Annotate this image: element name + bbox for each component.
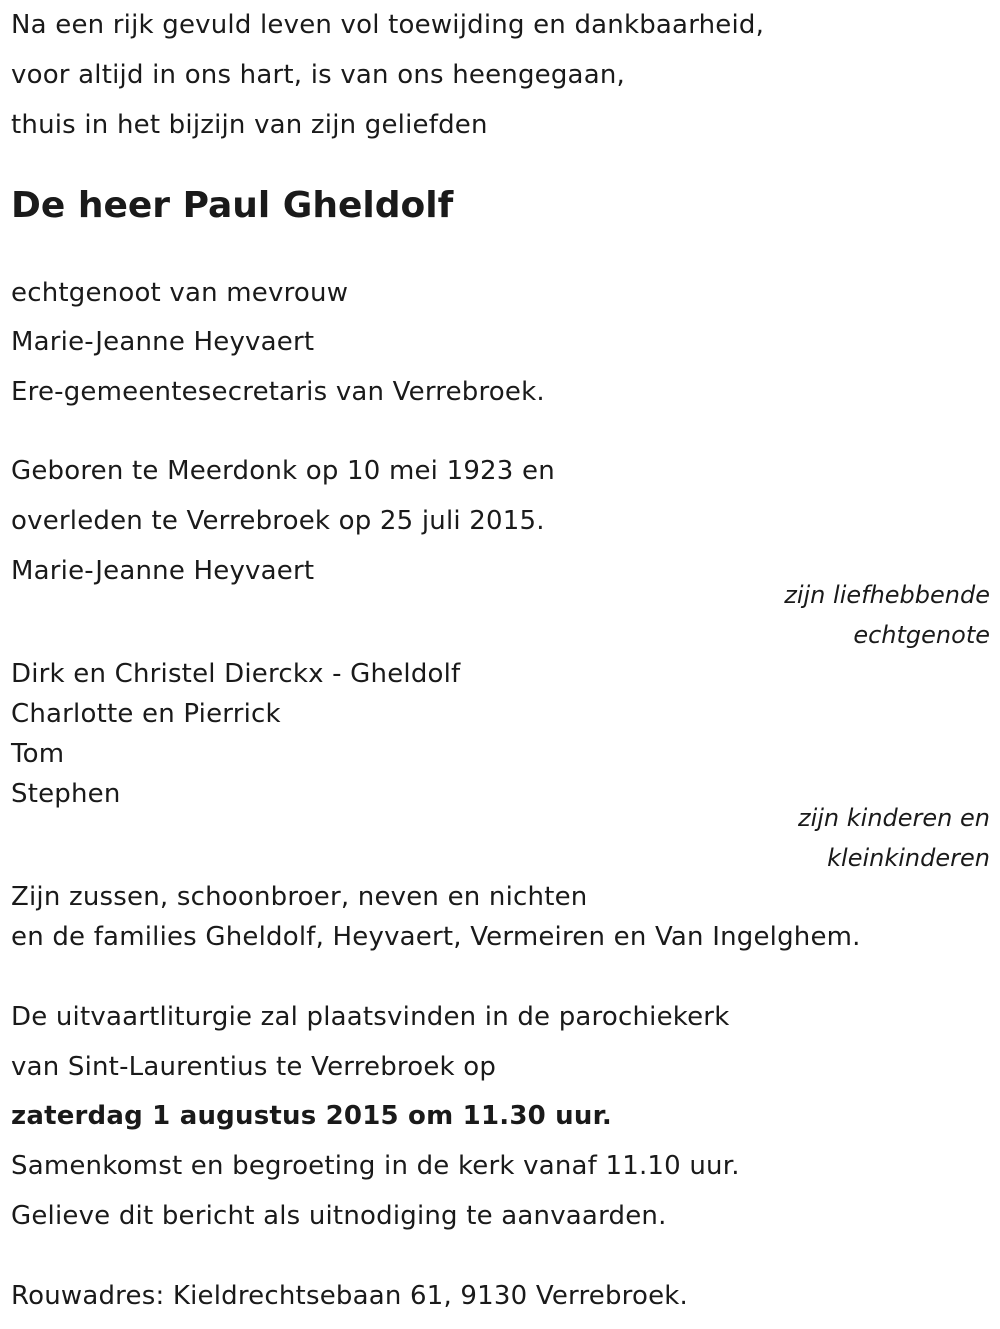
- gathering-line: Samenkomst en begroeting in de kerk vanaf 11.10 uur.: [11, 1151, 740, 1181]
- intro-line-1: Na een rijk gevuld leven vol toewijding en dankbaarheid,: [11, 10, 765, 40]
- child-item: Tom: [11, 739, 65, 769]
- spouse-role-line-2: echtgenote: [853, 621, 990, 649]
- child-item: Dirk en Christel Dierckx - Gheldolf: [11, 659, 461, 689]
- spouse-name: Marie-Jeanne Heyvaert: [11, 327, 315, 357]
- invitation-line: Gelieve dit bericht als uitnodiging te aanvaarden.: [11, 1201, 667, 1231]
- mourning-address: Rouwadres: Kieldrechtsebaan 61, 9130 Verrebroek.: [11, 1281, 689, 1311]
- intro-line-2: voor altijd in ons hart, is van ons heengegaan,: [11, 60, 625, 90]
- intro-line-3: thuis in het bijzijn van zijn geliefden: [11, 110, 488, 140]
- deceased-name: De heer Paul Gheldolf: [11, 185, 454, 226]
- child-item: Stephen: [11, 779, 121, 809]
- children-role-line-2: kleinkinderen: [827, 844, 990, 872]
- spouse-intro: echtgenoot van mevrouw: [11, 278, 349, 308]
- others-line-1: Zijn zussen, schoonbroer, neven en nichten: [11, 882, 588, 912]
- children-role-line-1: zijn kinderen en: [798, 804, 990, 832]
- born-line: Geboren te Meerdonk op 10 mei 1923 en: [11, 456, 555, 486]
- spouse-role-line-1: zijn liefhebbende: [784, 581, 990, 609]
- others-line-2: en de families Gheldolf, Heyvaert, Vermeiren en Van Ingelghem.: [11, 922, 861, 952]
- funeral-date-time: zaterdag 1 augustus 2015 om 11.30 uur.: [11, 1101, 612, 1131]
- child-item: Charlotte en Pierrick: [11, 699, 281, 729]
- died-line: overleden te Verrebroek op 25 juli 2015.: [11, 506, 545, 536]
- family-spouse: Marie-Jeanne Heyvaert: [11, 556, 315, 586]
- funeral-line-1: De uitvaartliturgie zal plaatsvinden in de parochiekerk: [11, 1002, 730, 1032]
- funeral-line-2: van Sint-Laurentius te Verrebroek op: [11, 1052, 497, 1082]
- deceased-title: Ere-gemeentesecretaris van Verrebroek.: [11, 377, 545, 407]
